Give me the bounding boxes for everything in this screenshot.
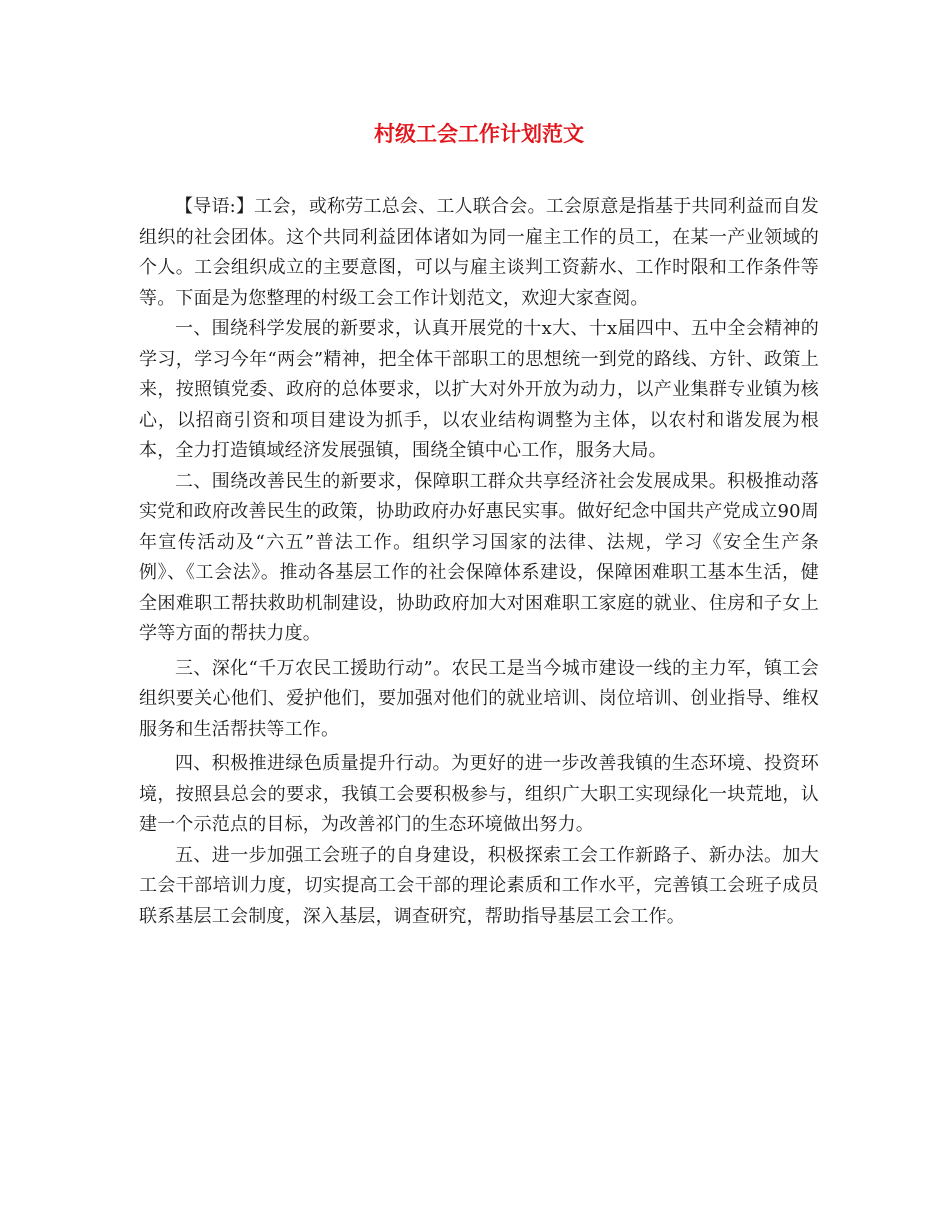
paragraph-section-3: 三、深化“千万农民工援助行动”。农民工是当今城市建设一线的主力军，镇工会组织要关心他们、爱护他们，要加强对他们的就业培训、岗位培训、创业指导、维权服务和生活帮扶等工作。 [139, 657, 819, 740]
paragraph-section-2: 二、围绕改善民生的新要求，保障职工群众共享经济社会发展成果。积极推动落实党和政府改善民生的政策，协助政府办好惠民实事。做好纪念中国共产党成立90周年宣传活动及“六五”普法工作。组织学习国家的法律、法规，学习《安全生产条例》、《工会法》。推动各基层工作的社会保障体系建设，保障困难职工基本生活，健全困难职工帮扶救助机制建设，协助政府加大对困难职工家庭的就业、住房和子女上学等方面的帮扶力度。 [139, 470, 819, 644]
intro-paragraph: 【导语:】工会，或称劳工总会、工人联合会。工会原意是指基于共同利益而自发组织的社会团体。这个共同利益团体诸如为同一雇主工作的员工，在某一产业领域的个人。工会组织成立的主要意图，可以与雇主谈判工资薪水、工作时限和工作条件等等。下面是为您整理的村级工会工作计划范文，欢迎大家查阅。 [139, 196, 819, 309]
paragraph-section-5: 五、进一步加强工会班子的自身建设，积极探索工会工作新路子、新办法。加大工会干部培训力度，切实提高工会干部的理论素质和工作水平，完善镇工会班子成员联系基层工会制度，深入基层，调查研究，帮助指导基层工会工作。 [139, 844, 819, 927]
document-body [139, 192, 819, 932]
paragraph-section-1: 一、围绕科学发展的新要求，认真开展党的十x大、十x届四中、五中全会精神的学习，学习今年“两会”精神，把全体干部职工的思想统一到党的路线、方针、政策上来，按照镇党委、政府的总体要求，以扩大对外开放为动力，以产业集群专业镇为核心，以招商引资和项目建设为抓手，以农业结构调整为主体，以农村和谐发展为根本，全力打造镇域经济发展强镇，围绕全镇中心工作，服务大局。 [139, 318, 819, 461]
paragraph-section-4: 四、积极推进绿色质量提升行动。为更好的进一步改善我镇的生态环境、投资环境，按照县总会的要求，我镇工会要积极参与，组织广大职工实现绿化一块荒地，认建一个示范点的目标，为改善祁门的生态环境做出努力。 [139, 753, 819, 835]
document-title: 村级工会工作计划范文 [374, 121, 584, 146]
